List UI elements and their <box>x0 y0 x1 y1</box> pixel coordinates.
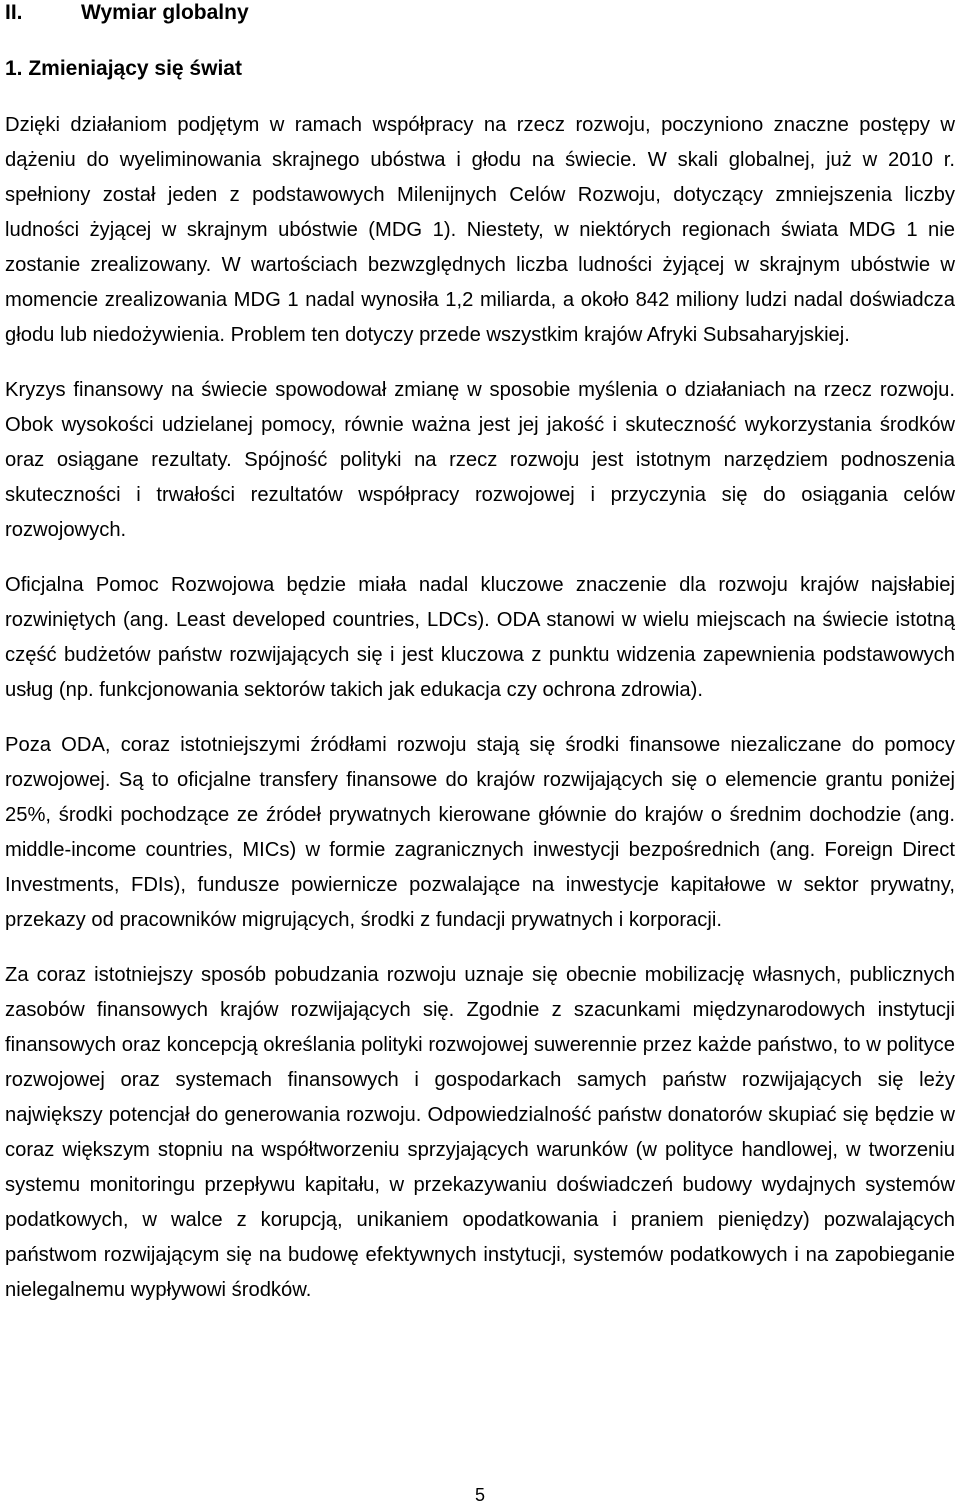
paragraph-5: Za coraz istotniejszy sposób pobudzania rozwoju uznaje się obecnie mobilizację własnych, publicznych zasobów finansowych krajów rozwijających się. Zgodnie z szacunkami międzynarodowych instytucji finansowych oraz koncepcją określania polityki rozwojowej suwerennie przez każde państwo, to w polityce rozwojowej oraz systemach finansowych i gospodarkach samych państw rozwijających się leży największy potencjał do generowania rozwoju. Odpowiedzialność państw donatorów skupiać się będzie w coraz większym stopniu na współtworzeniu sprzyjających warunków (w polityce handlowej, w tworzeniu systemu monitoringu przepływu kapitału, w przekazywaniu doświadczeń budowy wydajnych systemów podatkowych, w walce z korupcją, unikaniem opodatkowania i praniem pieniędzy) pozwalających państwom rozwijającym się na budowę efektywnych instytucji, systemów podatkowych i na zapobieganie nielegalnemu wypływowi środków. <box>5 964 955 1301</box>
paragraph-2: Kryzys finansowy na świecie spowodował zmianę w sposobie myślenia o działaniach na rzecz rozwoju. Obok wysokości udzielanej pomocy, równie ważna jest jej jakość i skuteczność wykorzystania środków oraz osiągane rezultaty. Spójność polityki na rzecz rozwoju jest istotnym narzędziem podnoszenia skuteczności i trwałości rezultatów współpracy rozwojowej i przyczynia się do osiągania celów rozwojowych. <box>5 379 955 541</box>
body-text <box>5 108 955 1328</box>
paragraph-1: Dzięki działaniom podjętym w ramach współpracy na rzecz rozwoju, poczyniono znaczne postępy w dążeniu do wyeliminowania skrajnego ubóstwa i głodu na świecie. W skali globalnej, już w 2010 r. spełniony został jeden z podstawowych Milenijnych Celów Rozwoju, dotyczący zmniejszenia liczby ludności żyjącej w skrajnym ubóstwie (MDG 1). Niestety, w niektórych regionach świata MDG 1 nie zostanie zrealizowany. W wartościach bezwzględnych liczba ludności żyjącej w skrajnym ubóstwie w momencie zrealizowania MDG 1 nadal wynosiła 1,2 miliarda, a około 842 miliony ludzi nadal doświadcza głodu lub niedożywienia. Problem ten dotyczy przede wszystkim krajów Afryki Subsaharyjskiej. <box>5 114 955 346</box>
page-number: 5 <box>474 1485 485 1505</box>
section-heading <box>5 0 249 26</box>
paragraph-4: Poza ODA, coraz istotniejszymi źródłami rozwoju stają się środki finansowe niezaliczane do pomocy rozwojowej. Są to oficjalne transfery finansowe do krajów rozwijających się o elemencie grantu poniżej 25%, środki pochodzące ze źródeł prywatnych kierowane głównie do krajów o średnim dochodzie (ang. middle-income countries, MICs) w formie zagranicznych inwestycji bezpośrednich (ang. Foreign Direct Investments, FDIs), fundusze powiernicze pozwalające na inwestycje kapitałowe w sektor prywatny, przekazy od pracowników migrujących, środki z fundacji prywatnych i korporacji. <box>5 734 955 931</box>
subsection-heading: 1. Zmieniający się świat <box>5 57 242 80</box>
section-number: II. <box>5 1 23 24</box>
paragraph-3: Oficjalna Pomoc Rozwojowa będzie miała nadal kluczowe znaczenie dla rozwoju krajów najsłabiej rozwiniętych (ang. Least developed countries, LDCs). ODA stanowi w wielu miejscach na świecie istotną część budżetów państw rozwijających się i jest kluczowa z punktu widzenia zapewnienia podstawowych usług (np. funkcjonowania sektorów takich jak edukacja czy ochrona zdrowia). <box>5 574 955 701</box>
section-title: Wymiar globalny <box>81 1 249 24</box>
